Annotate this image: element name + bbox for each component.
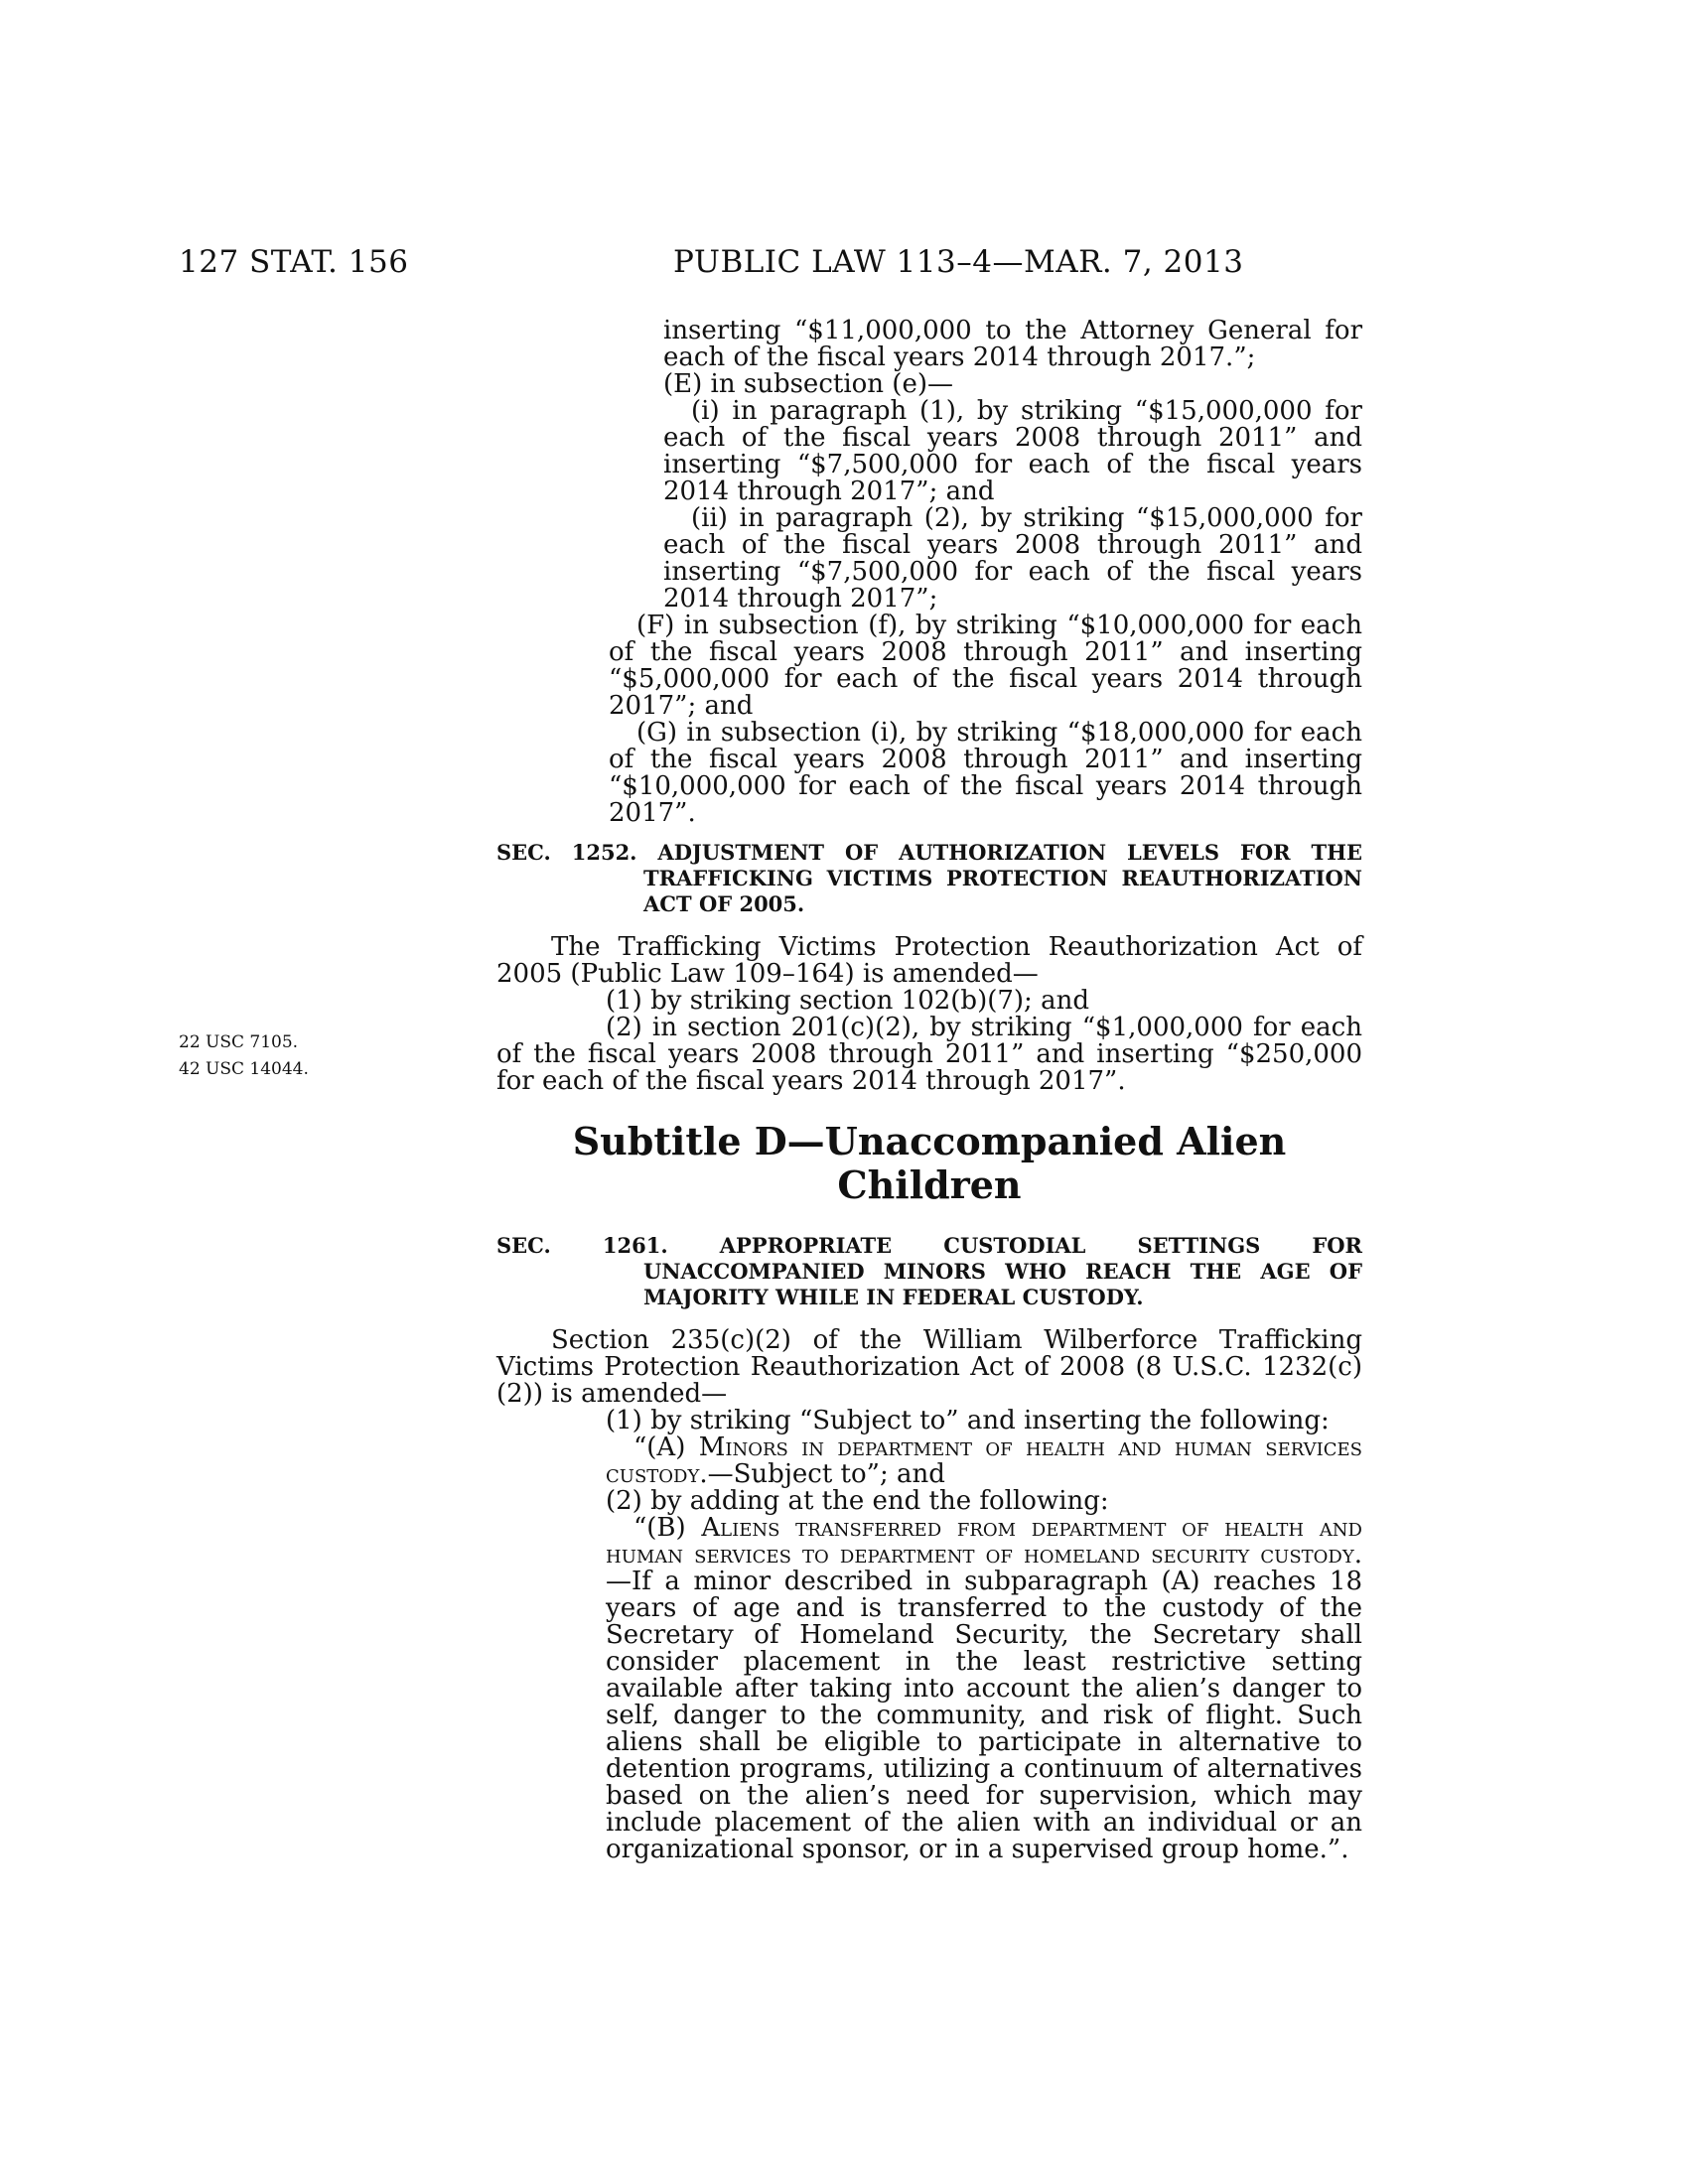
running-header-title: PUBLIC LAW 113–4—MAR. 7, 2013 [673, 244, 1244, 280]
margin-note: 22 USC 7105. [179, 1032, 299, 1052]
section-heading [496, 1233, 1362, 1310]
section-item: (2) by adding at the end the following: [606, 1486, 1109, 1516]
paragraph: (G) in subsection (i), by striking “$18,000,000 for each of the fiscal years 2008 through 2011” and inserting “$10,000,000 for each of the fiscal years 2014 through 2017”. [609, 718, 1362, 828]
subtitle-heading [496, 1120, 1362, 1207]
section-title: ADJUSTMENT OF AUTHORIZATION LEVELS FOR THE TRAFFICKING VICTIMS PROTECTION REAUTHORIZATION ACT OF 2005. [643, 840, 1362, 916]
section-item: (1) by striking section 102(b)(7); and [606, 986, 1089, 1016]
margin-note: 42 USC 14044. [179, 1059, 309, 1079]
section-intro: Section 235(c)(2) of the William Wilberforce Trafficking Victims Protection Reauthorization Act of 2008 (8 U.S.C. 1232(c)(2)) is amended— [496, 1325, 1362, 1409]
paragraph: (i) in paragraph (1), by striking “$15,000,000 for each of the fiscal years 2008 through 2011” and inserting “$7,500,000 for each of the fiscal years 2014 through 2017”; and [663, 396, 1362, 506]
page-citation: 127 STAT. 156 [179, 244, 409, 280]
quoted-text: —Subject to”; and [707, 1459, 945, 1489]
paragraph: (E) in subsection (e)— [663, 369, 953, 399]
continuation-block [496, 318, 1362, 827]
paragraph: inserting “$11,000,000 to the Attorney General for each of the fiscal years 2014 through 2017.”; [663, 316, 1362, 372]
section-title: APPROPRIATE CUSTODIAL SETTINGS FOR UNACCOMPANIED MINORS WHO REACH THE AGE OF MAJORITY WHILE IN FEDERAL CUSTODY. [643, 1233, 1363, 1309]
section-number: SEC. 1261. [496, 1233, 668, 1258]
paragraph: (F) in subsection (f), by striking “$10,000,000 for each of the fiscal years 2008 through 2011” and inserting “$5,000,000 for each of the fiscal years 2014 through 2017”; and [609, 611, 1362, 721]
section-1252 [496, 840, 1362, 1095]
section-item: (1) by striking “Subject to” and inserting the following: [606, 1406, 1330, 1435]
section-1261 [496, 1233, 1362, 1863]
subtitle-line: Subtitle D—Unaccompanied Alien [572, 1119, 1287, 1163]
section-intro: The Trafficking Victims Protection Reauthorization Act of 2005 (Public Law 109–164) is amended— [496, 932, 1362, 989]
quoted-heading: “(A) Minors in department of health and human services custody. [606, 1433, 1362, 1489]
quoted-heading: “(B) Aliens transferred from department of health and human services to department of homeland security custody. [606, 1513, 1362, 1570]
subtitle-line: Children [837, 1162, 1022, 1207]
section-number: SEC. 1252. [496, 840, 637, 865]
section-item: (2) in section 201(c)(2), by striking “$1,000,000 for each of the fiscal years 2008 through 2011” and inserting “$250,000 for each of the fiscal years 2014 through 2017”. [496, 1013, 1362, 1096]
quoted-text: —If a minor described in subparagraph (A) reaches 18 years of age and is transferred to the custody of the Secretary of Homeland Security, the Secretary shall consider placement in the least restrictive setting available after taking into account the alien’s danger to self, danger to the community, and risk of flight. Such aliens shall be eligible to participate in alternative to detention programs, utilizing a continuum of alternatives based on the alien’s need for supervision, which may include placement of the alien with an individual or an organizational sponsor, or in a supervised group home.”. [606, 1567, 1362, 1864]
paragraph: (ii) in paragraph (2), by striking “$15,000,000 for each of the fiscal years 2008 through 2011” and inserting “$7,500,000 for each of the fiscal years 2014 through 2017”; [663, 503, 1362, 614]
quoted-paragraph-a [606, 1434, 1362, 1488]
quoted-paragraph-b [606, 1515, 1362, 1863]
section-heading [496, 840, 1362, 917]
